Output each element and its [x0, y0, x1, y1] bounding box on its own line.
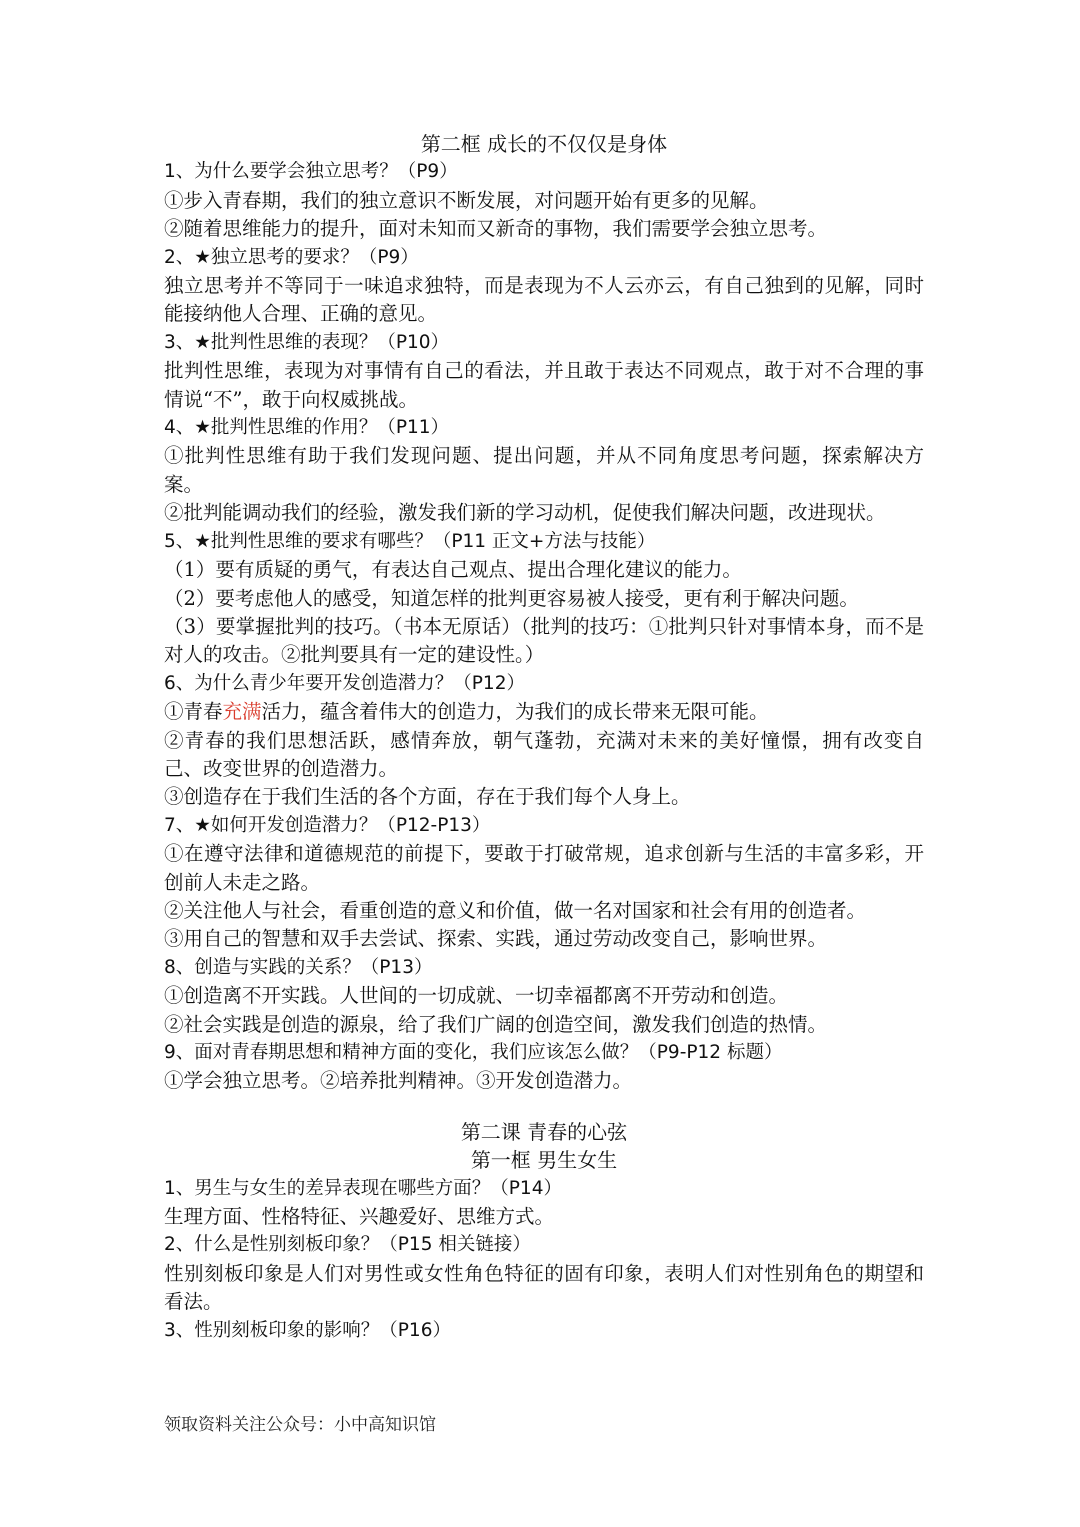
highlighted-text: 充满 [222, 700, 262, 724]
answer-6-2: ②青春的我们思想活跃，感情奔放，朝气蓬勃，充满对未来的美好憧憬，拥有改变自己、改变世界的创造潜力。 [164, 728, 924, 780]
answer-6-1 [164, 698, 924, 726]
answer-2-1: 独立思考并不等同于一味追求独特，而是表现为不人云亦云，有自己独到的见解，同时能接纳他人合理、正确的意见。 [164, 274, 924, 326]
lesson-title: 第二课 青春的心弦 [460, 1119, 628, 1144]
question-6: 6、为什么青少年要开发创造潜力？（P12） [164, 672, 525, 694]
section-title-2: 第一框 男生女生 [470, 1148, 618, 1173]
document-body [164, 130, 924, 1345]
answer-5-1: （1）要有质疑的勇气，有表达自己观点、提出合理化建议的能力。 [164, 558, 742, 582]
s2-answer-2-1: 性别刻板印象是人们对男性或女性角色特征的固有印象，表明人们对性别角色的期望和看法。 [164, 1261, 924, 1314]
s2-answer-1-1: 生理方面、性格特征、兴趣爱好、思维方式。 [164, 1205, 555, 1229]
question-8: 8、创造与实践的关系？（P13） [164, 956, 433, 978]
answer-7-2: ②关注他人与社会，看重创造的意义和价值，做一名对国家和社会有用的创造者。 [164, 898, 867, 922]
question-9: 9、面对青春期思想和精神方面的变化，我们应该怎么做？（P9-P12 标题） [164, 1042, 783, 1063]
answer-5-3: （3）要掌握批判的技巧。（书本无原话）（批判的技巧：①批判只针对事情本身，而不是对人的攻击。②批判要具有一定的建设性。） [164, 614, 924, 667]
answer-6-1-post: 活力，蕴含着伟大的创造力，为我们的成长带来无限可能。 [261, 700, 769, 724]
answer-8-2: ②社会实践是创造的源泉，给了我们广阔的创造空间，激发我们创造的热情。 [164, 1012, 828, 1036]
answer-1-2: ②随着思维能力的提升，面对未知而又新奇的事物，我们需要学会独立思考。 [164, 217, 828, 241]
question-5: 5、★批判性思维的要求有哪些？（P11 正文+方法与技能） [164, 530, 656, 552]
question-1: 1、为什么要学会独立思考？（P9） [164, 161, 458, 183]
answer-6-3: ③创造存在于我们生活的各个方面，存在于我们每个人身上。 [164, 785, 691, 809]
answer-9-1: ①学会独立思考。②培养批判精神。③开发创造潜力。 [164, 1069, 633, 1093]
answer-6-1-pre: ①青春 [164, 700, 223, 724]
question-3: 3、★批判性思维的表现？（P10） [164, 331, 450, 353]
footer-note: 领取资料关注公众号：小中高知识馆 [164, 1415, 436, 1435]
s2-question-3: 3、性别刻板印象的影响？（P16） [164, 1319, 451, 1341]
answer-8-1: ①创造离不开实践。人世间的一切成就、一切幸福都离不开劳动和创造。 [164, 984, 789, 1008]
answer-4-1: ①批判性思维有助于我们发现问题、提出问题，并从不同角度思考问题，探索解决方案。 [164, 444, 924, 496]
answer-4-2: ②批判能调动我们的经验，激发我们新的学习动机，促使我们解决问题，改进现状。 [164, 501, 886, 525]
question-4: 4、★批判性思维的作用？（P11） [164, 417, 450, 439]
answer-7-1: ①在遵守法律和道德规范的前提下，要敢于打破常规，追求创新与生活的丰富多彩，开创前人未走之路。 [164, 842, 924, 894]
answer-7-3: ③用自己的智慧和双手去尝试、探索、实践，通过劳动改变自己，影响世界。 [164, 927, 828, 951]
section-spacer [164, 1096, 924, 1118]
answer-5-2: （2）要考虑他人的感受，知道怎样的批判更容易被人接受，更有利于解决问题。 [164, 586, 859, 610]
s2-question-2: 2、什么是性别刻板印象？（P15 相关链接） [164, 1234, 531, 1256]
s2-question-1: 1、男生与女生的差异表现在哪些方面？（P14） [164, 1177, 562, 1199]
section-title: 第二框 成长的不仅仅是身体 [420, 132, 668, 156]
answer-3-1: 批判性思维，表现为对事情有自己的看法，并且敢于表达不同观点，敢于对不合理的事情说“不”，敢于向权威挑战。 [164, 359, 924, 411]
answer-1-1: ①步入青春期，我们的独立意识不断发展，对问题开始有更多的见解。 [164, 188, 769, 212]
question-2: 2、★独立思考的要求？（P9） [164, 246, 419, 268]
question-7: 7、★如何开发创造潜力？（P12-P13） [164, 814, 491, 836]
